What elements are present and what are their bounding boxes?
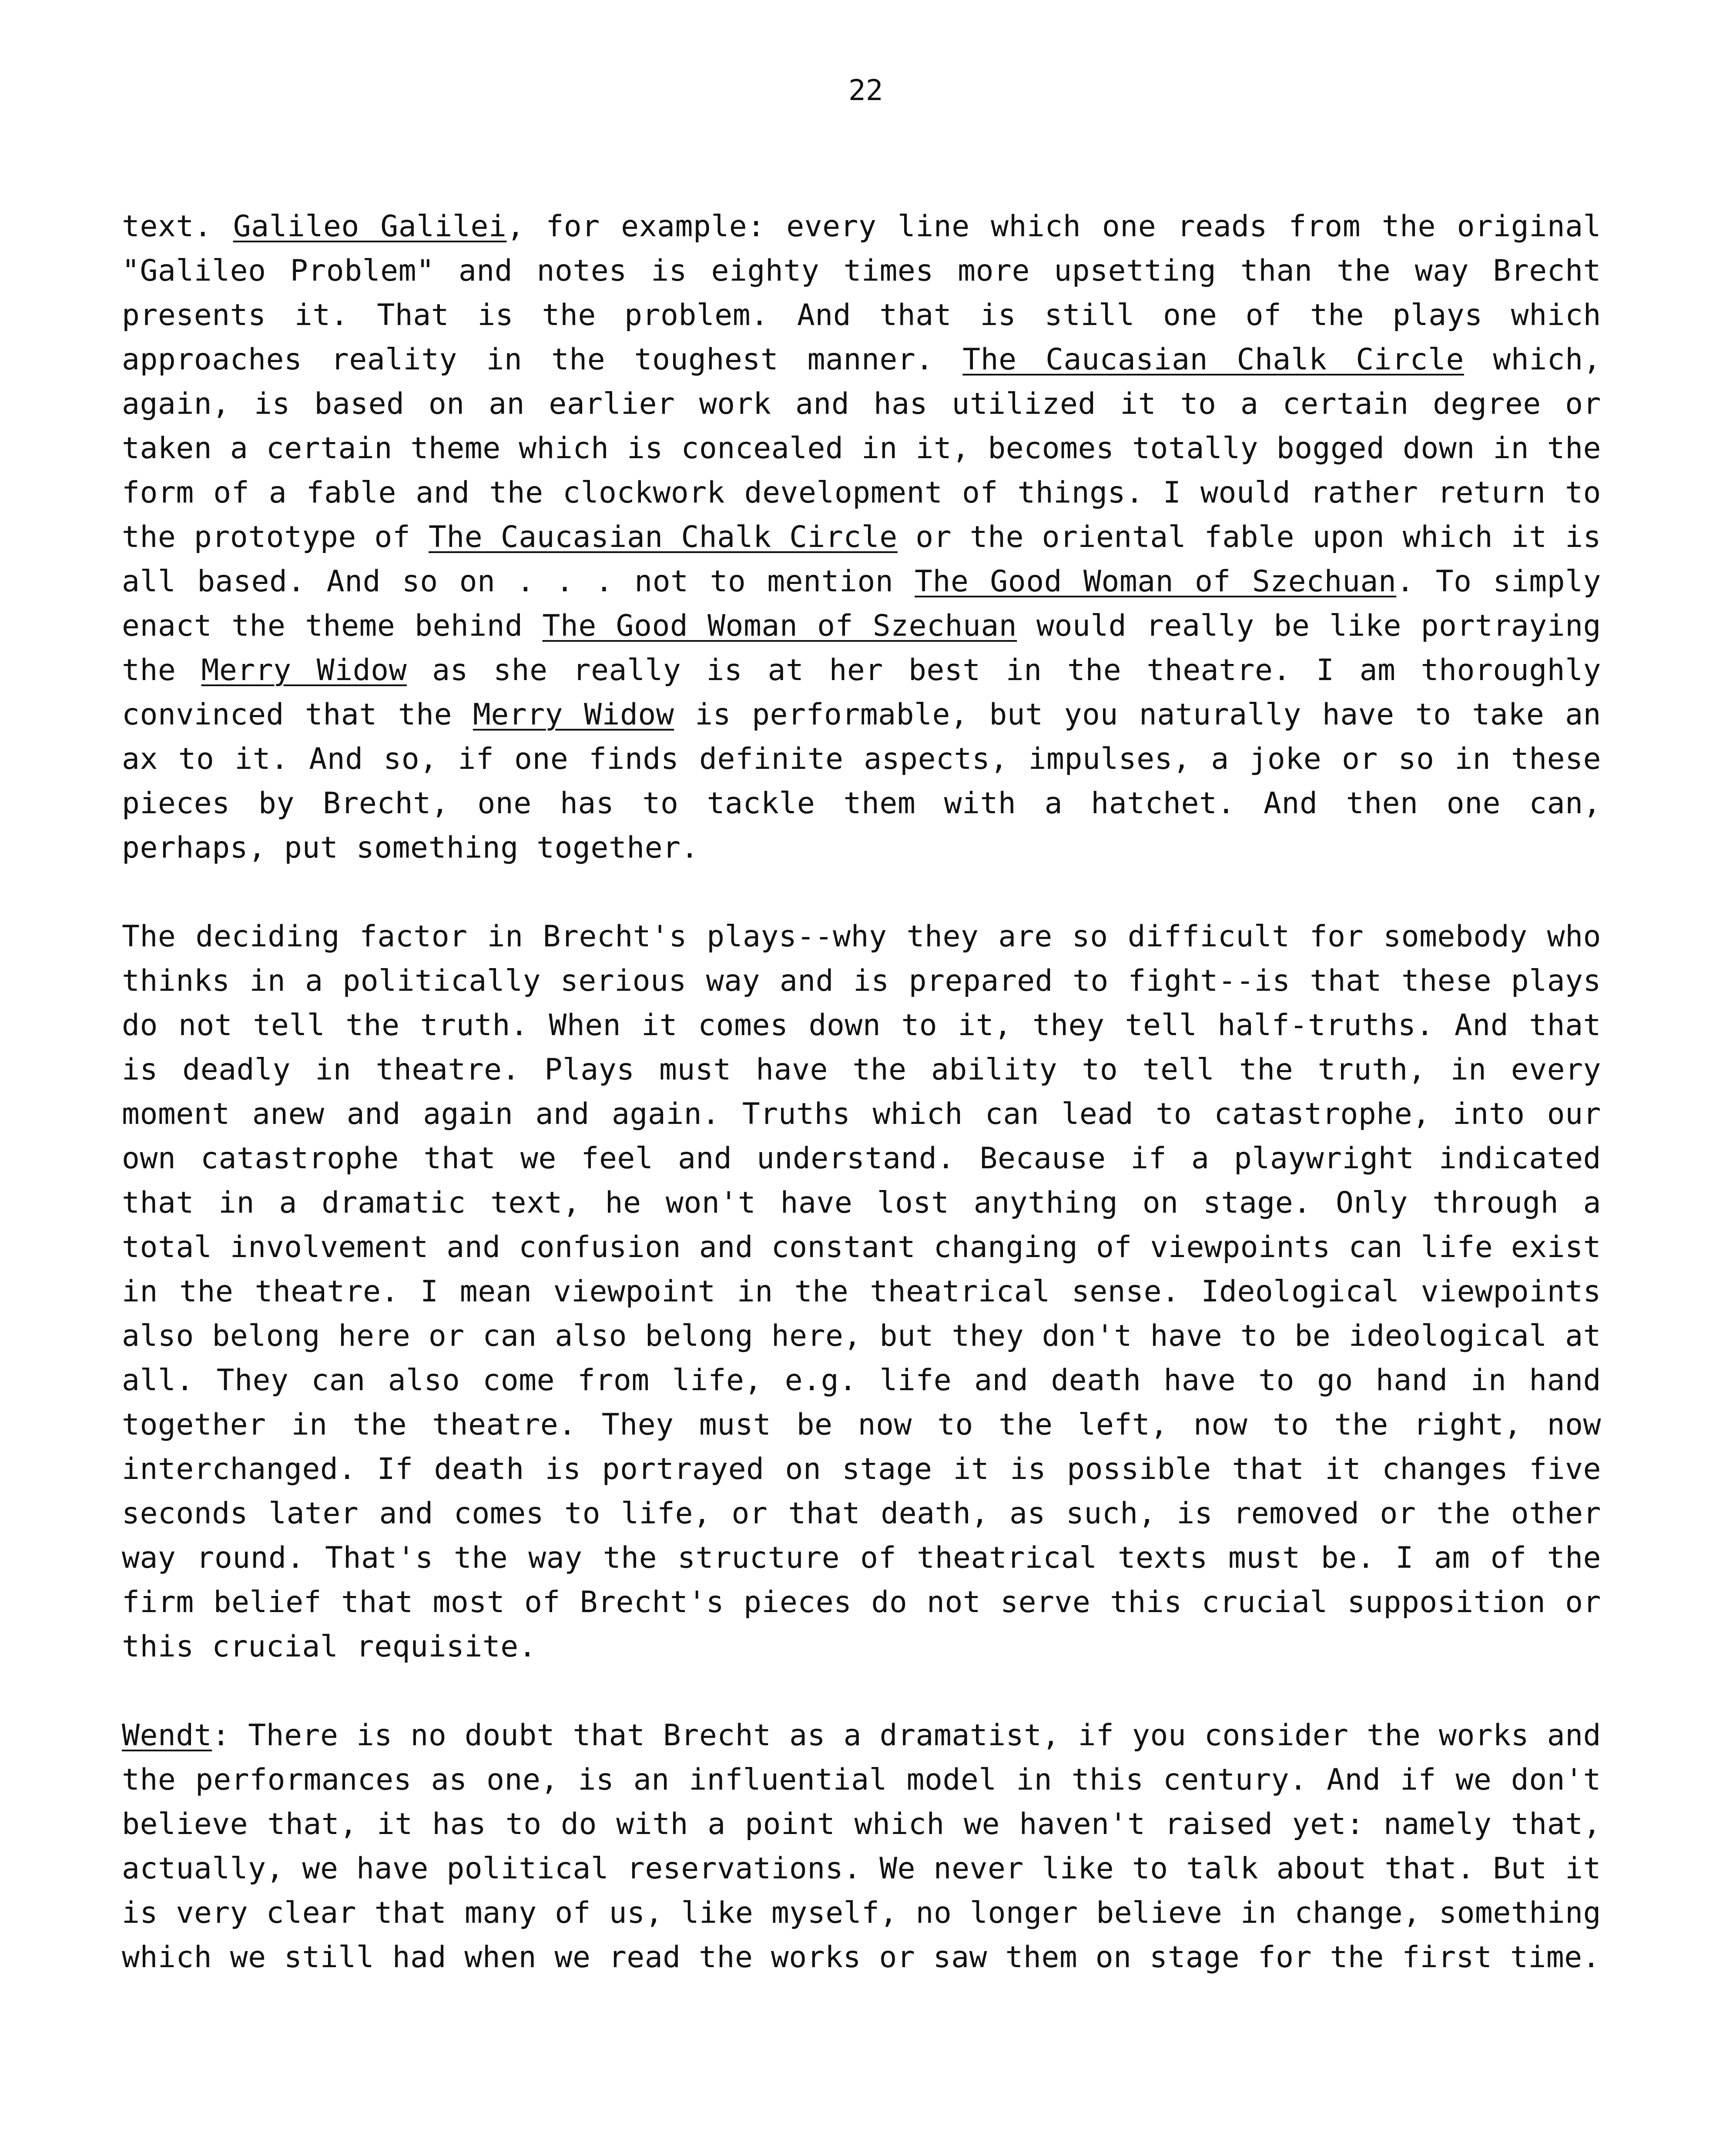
text-run: as she really is at her best in the theatre. I am thoroughly convinced that the (122, 653, 1601, 732)
underlined-title: Galileo Galilei (233, 209, 507, 244)
body-text (122, 205, 1601, 1980)
underlined-title: The Good Woman of Szechuan (915, 564, 1397, 599)
paragraph (122, 205, 1601, 870)
text-run: . To simply enact the theme behind (122, 564, 1601, 643)
underlined-title: The Good Woman of Szechuan (542, 609, 1017, 643)
text-run: text. (122, 209, 233, 244)
text-run: is performable, but you naturally have to take an ax to it. And so, if one finds definite aspects, impulses, a joke or so in these pieces by Brecht, one has to tackle them with a hatchet. And then one can, perhaps, put something together. (122, 697, 1601, 865)
text-run: which, again, is based on an earlier work and has utilized it to a certain degree or taken a certain theme which is concealed in it, becomes totally bogged down in the form of a fable and the clockwork development of things. I would rather return to the prototype of (122, 342, 1601, 554)
underlined-title: Merry Widow (473, 697, 674, 732)
text-run: : There is no doubt that Brecht as a dramatist, if you consider the works and the performances as one, is an influential model in this century. And if we don't believe that, it has to do with a point which we haven't raised yet: namely that, actually, we have political reservations. We never like to talk about that. But it is very clear that many of us, like myself, no longer believe in change, something which we still had when we read the works or saw them on stage for the first time. (122, 1718, 1601, 1975)
text-run: , for example: every line which one reads from the original "Galileo Problem" and notes is eighty times more upsetting than the way Brecht presents it. That is the problem. And that is still one of the plays which approaches reality in the toughest manner. (122, 209, 1602, 377)
page-number: 22 (848, 74, 883, 107)
underlined-title: Wendt (122, 1718, 212, 1753)
underlined-title: Merry Widow (201, 653, 407, 687)
text-run: would really be like portraying the (122, 609, 1602, 687)
paragraph (122, 1713, 1601, 1980)
paragraph (122, 915, 1601, 1669)
underlined-title: The Caucasian Chalk Circle (962, 342, 1464, 377)
text-run: or the oriental fable upon which it is all based. And so on . . . not to mention (122, 520, 1601, 599)
underlined-title: The Caucasian Chalk Circle (428, 520, 898, 554)
text-run: The deciding factor in Brecht's plays--why they are so difficult for somebody who thinks in a politically serious way and is prepared to fight--is that these plays do not tell the truth. When it comes down to it, they tell half-truths. And that is deadly in theatre. Plays must have the ability to tell the truth, in every moment anew and again and again. Truths which can lead to catastrophe, into our own catastrophe that we feel and understand. Because if a playwright indicated that in a dramatic text, he won't have lost anything on stage. Only through a total involvement and confusion and constant changing of viewpoints can life exist in the theatre. I mean viewpoint in the theatrical sense. Ideological viewpoints also belong here or can also belong here, but they don't have to be ideological at all. They can also come from life, e.g. life and death have to go hand in hand together in the theatre. They must be now to the left, now to the right, now interchanged. If death is portrayed on stage it is possible that it changes five seconds later and comes to life, or that death, as such, is removed or the other way round. That's the way the structure of theatrical texts must be. I am of the firm belief that most of Brecht's pieces do not serve this crucial supposition or this crucial requisite. (122, 919, 1601, 1664)
